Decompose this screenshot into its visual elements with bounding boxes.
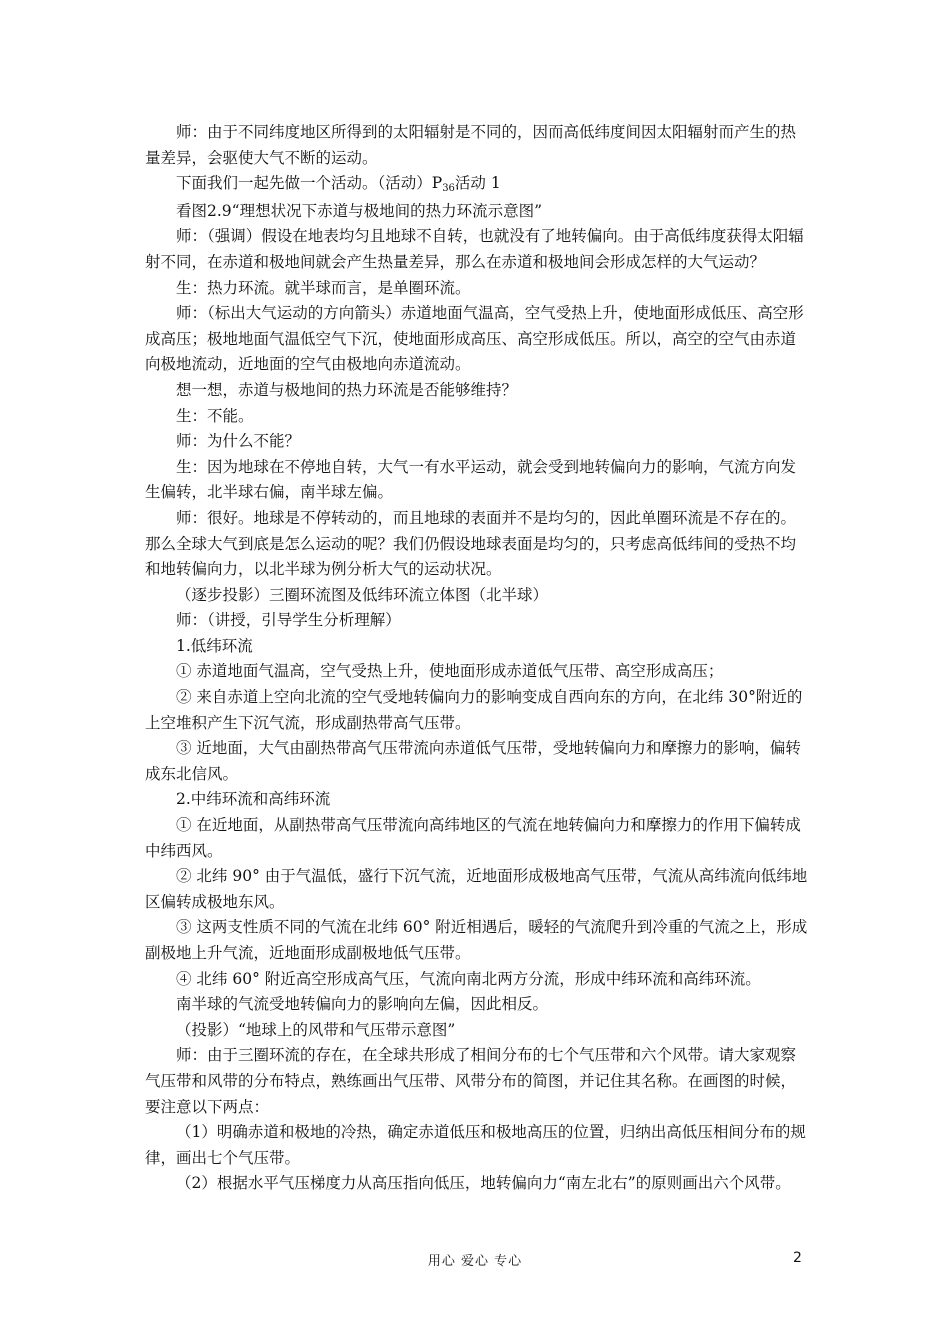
list-item: ① 在近地面，从副热带高气压带流向高纬地区的气流在地转偏向力和摩擦力的作用下偏转成中纬西风。 [145,816,801,860]
activity-text: 下面我们一起先做一个活动。（活动）P [176,174,443,193]
list-item: （2）根据水平气压梯度力从高压指向低压，地转偏向力“南左北右”的原则画出六个风带。 [176,1174,791,1193]
list-item: ③ 近地面，大气由副热带高气压带流向赤道低气压带，受地转偏向力和摩擦力的影响，偏转成东北信风。 [145,739,801,783]
list-item: ② 来自赤道上空向北流的空气受地转偏向力的影响变成自西向东的方向，在北纬 30°附近的上空堆积产生下沉气流，形成副热带高气压带。 [145,688,803,732]
list-item: ④ 北纬 60° 附近高空形成高气压，气流向南北两方分流，形成中纬环流和高纬环流。 [176,969,761,988]
section-heading: 1.低纬环流 [176,636,253,655]
paragraph: 生：因为地球在不停地自转，大气一有水平运动，就会受到地转偏向力的影响，气流方向发生偏转，北半球右偏，南半球左偏。 [145,457,797,502]
paragraph: （逐步投影）三圈环流图及低纬环流立体图（北半球） [176,585,549,604]
paragraph: 师：由于不同纬度地区所得到的太阳辐射是不同的，因而高低纬度间因太阳辐射而产生的热量差异，会驱使大气不断的运动。 [145,123,797,167]
paragraph: 师：（标出大气运动的方向箭头）赤道地面气温高，空气受热上升，使地面形成低压、高空形成高压；极地地面气温低空气下沉，使地面形成高压、高空形成低压。所以，高空的空气由赤道向极地流动，近地面的空气由极地向赤道流动。 [145,304,804,374]
paragraph: 看图2.9“理想状况下赤道与极地间的热力环流示意图” [176,201,542,220]
activity-paragraph [145,171,811,199]
paragraph: 师：（讲授，引导学生分析理解） [176,611,401,630]
list-item: ③ 这两支性质不同的气流在北纬 60° 附近相遇后，暖轻的气流爬升到冷重的气流之上，形成副极地上升气流，近地面形成副极地低气压带。 [145,918,808,962]
paragraph: 师：为什么不能？ [176,432,301,451]
paragraph: 南半球的气流受地转偏向力的影响向左偏，因此相反。 [176,995,549,1014]
paragraph: 生：不能。 [176,406,254,425]
list-item: （1）明确赤道和极地的冷热，确定赤道低压和极地高压的位置，归纳出高低压相间分布的规律，画出七个气压带。 [145,1123,806,1167]
paragraph: 师：很好。地球是不停转动的，而且地球的表面并不是均匀的，因此单圈环流是不存在的。那么全球大气到底是怎么运动的呢？我们仍假设地球表面是均匀的，只考虑高低纬间的受热不均和地转偏向力，以北半球为例分析大气的运动状况。 [145,508,797,579]
activity-text-end: 活动 1 [454,174,501,193]
paragraph: （投影）“地球上的风带和气压带示意图” [176,1020,456,1039]
section-heading: 2.中纬环流和高纬环流 [176,790,331,809]
paragraph: 想一想，赤道与极地间的热力环流是否能够维持？ [176,380,518,399]
paragraph: 生：热力环流。就半球而言，是单圈环流。 [176,278,471,297]
footer-motto: 用心 爱心 专心 [427,1254,523,1269]
paragraph: 师：（强调）假设在地表均匀且地球不自转，也就没有了地转偏向。由于高低纬度获得太阳辐射不同，在赤道和极地间就会产生热量差异，那么在赤道和极地间会形成怎样的大气运动？ [145,227,804,271]
page-subscript: 36 [442,183,455,195]
list-item: ② 北纬 90° 由于气温低，盛行下沉气流，近地面形成极地高气压带，气流从高纬流向低纬地区偏转成极地东风。 [145,867,808,911]
list-item: ① 赤道地面气温高，空气受热上升，使地面形成赤道低气压带、高空形成高压； [176,662,724,681]
paragraph: 师：由于三圈环流的存在，在全球共形成了相间分布的七个气压带和六个风带。请大家观察气压带和风带的分布特点，熟练画出气压带、风带分布的简图，并记住其名称。在画图的时候，要注意以下两点： [145,1046,797,1116]
document-body [145,120,811,1197]
page-number: 2 [793,1250,802,1266]
